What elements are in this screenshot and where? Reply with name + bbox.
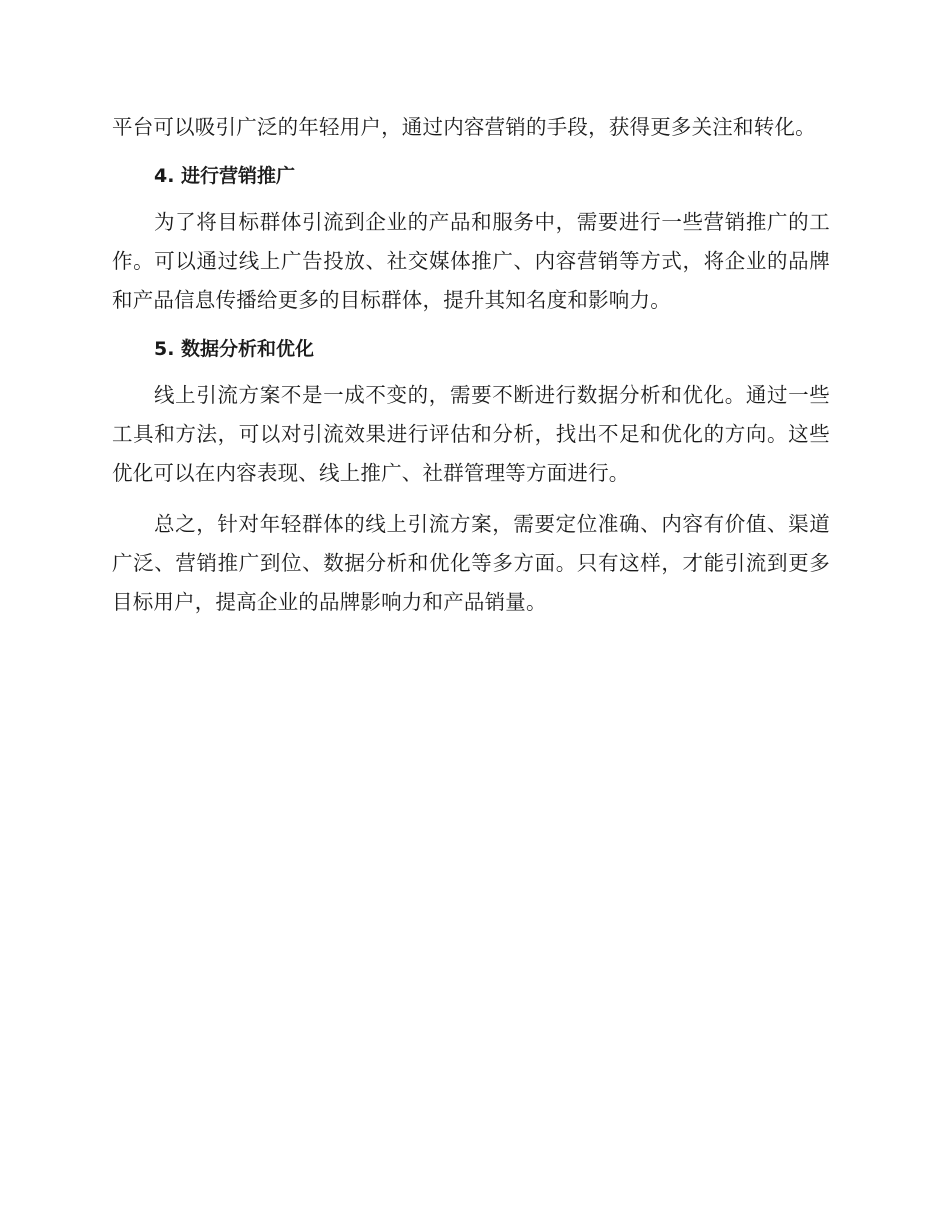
section-body-marketing-promotion: 为了将目标群体引流到企业的产品和服务中，需要进行一些营销推广的工作。可以通过线上广告投放、社交媒体推广、内容营销等方式，将企业的品牌和产品信息传播给更多的目标群体，提升其知名度和影响力。 xyxy=(112,210,830,312)
document-page xyxy=(112,108,830,622)
conclusion-paragraph: 总之，针对年轻群体的线上引流方案，需要定位准确、内容有价值、渠道广泛、营销推广到位、数据分析和优化等多方面。只有这样，才能引流到更多目标用户，提高企业的品牌影响力和产品销量。 xyxy=(112,512,830,614)
section-body-data-analysis: 线上引流方案不是一成不变的，需要不断进行数据分析和优化。通过一些工具和方法，可以对引流效果进行评估和分析，找出不足和优化的方向。这些优化可以在内容表现、线上推广、社群管理等方面进行。 xyxy=(112,383,830,485)
section-heading-marketing-promotion: 4. 进行营销推广 xyxy=(154,165,296,187)
section-heading-data-analysis: 5. 数据分析和优化 xyxy=(154,338,315,360)
continued-paragraph: 平台可以吸引广泛的年轻用户，通过内容营销的手段，获得更多关注和转化。 xyxy=(112,115,816,139)
paragraph-spacer xyxy=(112,493,830,505)
